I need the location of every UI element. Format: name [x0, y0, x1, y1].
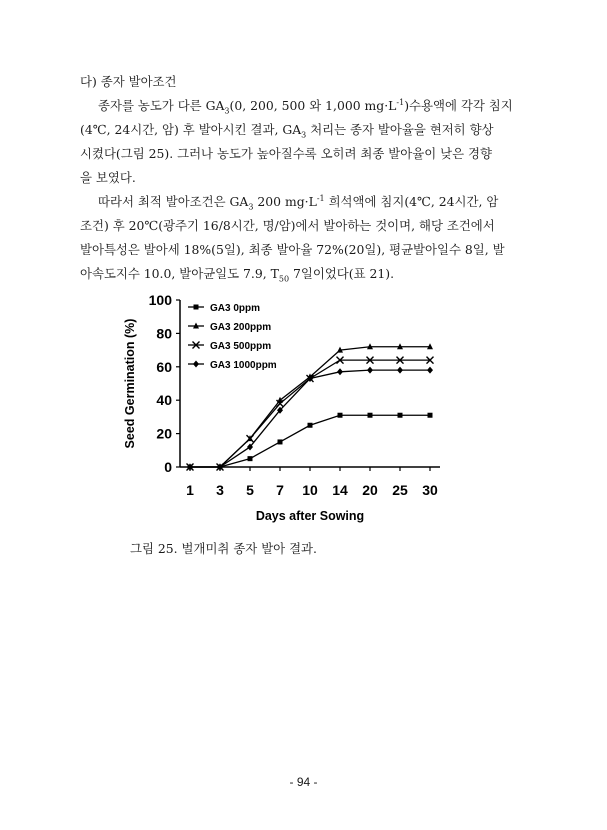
germination-chart — [110, 288, 460, 530]
legend-entry: GA3 200ppm — [210, 322, 272, 333]
section-title: 다) 종자 발아조건 — [80, 74, 177, 89]
y-tick-label: 0 — [164, 459, 172, 475]
para1-line1: 종자를 농도가 다른 $GA_3(0$, 200, 500 와 1,000 $mg\cdot L^{-1}$)수용액에 각각 침지 — [98, 97, 513, 116]
data-point — [248, 456, 253, 461]
figure-caption: 그림 25. 벌개미취 종자 발아 결과. — [130, 541, 317, 556]
x-tick-label: 10 — [302, 482, 318, 498]
x-tick-label: 7 — [276, 482, 284, 498]
x-axis-label: Days after Sowing — [255, 509, 365, 523]
x-tick-label: 5 — [246, 482, 254, 498]
y-axis-label: Seed Germination (%) — [123, 318, 137, 449]
x-tick-label: 1 — [186, 482, 194, 498]
para2-line3: 발아특성은 발아세 18%(5일), 최종 발아율 72%(20일), 평균발아일수 8일, 발 — [80, 242, 505, 257]
legend-marker — [193, 361, 199, 368]
legend-marker — [194, 305, 199, 310]
data-point — [398, 413, 403, 418]
y-tick-label: 80 — [156, 325, 172, 342]
para2-line4: 아속도지수 10.0, 발아균일도 7.9, $T_{50}$ 7일이었다(표 21). — [80, 266, 395, 284]
legend-entry: GA3 1000ppm — [210, 360, 277, 371]
series-line-3 — [190, 370, 430, 467]
x-tick-label: 30 — [422, 482, 438, 498]
y-tick-label: 60 — [156, 358, 172, 375]
para2-line1: 따라서 최적 발아조건은 $GA_3$ 200 $mg\cdot L^{-1}$ 희석액에 침지(4℃, 24시간, 암 — [98, 193, 499, 212]
data-point — [337, 368, 343, 375]
page-number: - 94 - — [289, 775, 318, 789]
x-tick-label: 14 — [332, 482, 348, 498]
para1-line4: 을 보였다. — [80, 170, 136, 185]
data-point — [338, 413, 343, 418]
legend-entry: GA3 500ppm — [210, 341, 272, 352]
data-point — [308, 423, 313, 428]
data-point — [397, 367, 403, 374]
y-tick-label: 20 — [156, 425, 172, 442]
data-point — [278, 439, 283, 444]
y-tick-label: 40 — [156, 392, 172, 409]
legend-entry: GA3 0ppm — [210, 303, 261, 314]
para1-line3: 시켰다(그림 25). 그러나 농도가 높아질수록 오히려 최종 발아율이 낮은 경향 — [80, 146, 492, 161]
para2-line2: 조건) 후 20℃(광주기 16/8시간, 명/암)에서 발아하는 것이며, 해당 조건에서 — [80, 218, 495, 233]
data-point — [368, 413, 373, 418]
x-tick-label: 20 — [362, 482, 378, 498]
para1-line2: (4℃, 24시간, 암) 후 발아시킨 결과, $GA_3$ 처리는 종자 발아율을 현저히 향상 — [80, 122, 494, 140]
y-tick-label: 100 — [148, 292, 172, 308]
x-tick-label: 3 — [216, 482, 224, 498]
data-point — [428, 413, 433, 418]
data-point — [367, 367, 373, 374]
x-tick-label: 25 — [392, 482, 408, 498]
data-point — [427, 367, 433, 374]
